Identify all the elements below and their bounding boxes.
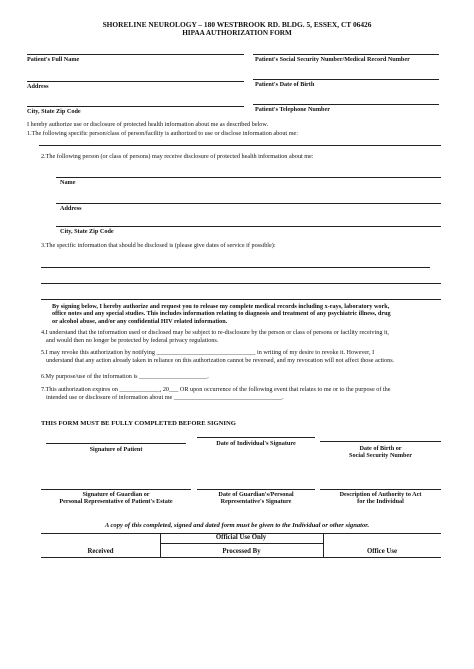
- form-title: SHORELINE NEUROLOGY – 180 WESTBROOK RD. BLDG. 5, ESSEX, CT 06426: [102, 20, 372, 29]
- date-guardian-line[interactable]: [197, 489, 315, 490]
- recipient-address-label: Address: [60, 205, 82, 212]
- item-7-line-2: intended use or disclosure of information about me ___________________________________.: [46, 394, 284, 401]
- item-3: 3.The specific information that should be disclosed is (please give dates of service if possible):: [41, 242, 276, 249]
- patient-phone-line[interactable]: [253, 104, 439, 105]
- item-5-line-2: understand that any action already taken in reliance on this authorization cannot be reversed, and my revocation will not affect those actions.: [46, 357, 395, 364]
- patient-address-label: Address: [27, 83, 49, 90]
- sign-notice: [52, 303, 452, 325]
- date-guardian-label-2: Representative's Signature: [220, 498, 292, 505]
- item-6: 6.My purpose/use of the information is ______________________.: [41, 373, 209, 380]
- date-individual-label: Date of Individual's Signature: [216, 440, 296, 447]
- item-5-line-1: 5.I may revoke this authorization by notifying ________________________________ in writing of my desire to revoke it. However, I: [41, 349, 375, 356]
- patient-name-line[interactable]: [27, 54, 244, 55]
- item-4-line-1: 4.I understand that the information used or disclosed may be subject to re-disclosure by the person or class of persons or facility receiving it,: [41, 329, 389, 336]
- item-1: 1.The following specific person/class of person/facility is authorized to use or disclose information about me:: [27, 130, 298, 137]
- authority-line[interactable]: [320, 489, 441, 490]
- guardian-label-2: Personal Representative of Patient's Estate: [59, 498, 173, 505]
- sign-notice-line-2: office notes and any special studies. This includes information relating to diagnosis and treatment of any psychiatric illness, drug: [52, 310, 391, 318]
- authorize-intro: I hereby authorize use or disclosure of protected health information about me as described below.: [27, 121, 268, 128]
- dob-ssn-label-1: Date of Birth or: [359, 445, 402, 452]
- dob-ssn-label-2: Social Security Number: [349, 452, 412, 459]
- recipient-name-line[interactable]: [56, 177, 441, 178]
- guardian-signature-line[interactable]: [41, 489, 191, 490]
- recipient-address-line[interactable]: [56, 203, 441, 204]
- patient-dob-label: Patient's Date of Birth: [255, 81, 315, 88]
- sign-notice-line-1: By signing below, I hereby authorize and request you to release my complete medical records including x-rays, laboratory work,: [52, 303, 390, 310]
- guardian-label-1: Signature of Guardian or: [82, 491, 150, 498]
- item-3-line-1[interactable]: [41, 267, 430, 268]
- item-7-line-1: 7.This authorization expires on _____________, 20___ OR upon occurrence of the following event that relates to me or to the purpose of the: [41, 386, 391, 393]
- patient-dob-line[interactable]: [253, 79, 439, 80]
- patient-signature-line[interactable]: [46, 443, 186, 444]
- item-3-line-2[interactable]: [41, 283, 441, 284]
- recipient-city-line[interactable]: [56, 226, 441, 227]
- date-individual-line[interactable]: [197, 437, 315, 438]
- authority-label-1: Description of Authority to Act: [339, 491, 422, 498]
- office-use-label: Office Use: [366, 548, 397, 555]
- office-use-title: Official Use Only: [215, 534, 267, 541]
- sign-notice-line-3: or alcohol abuse, and/or any confidential HIV related information.: [52, 317, 228, 325]
- patient-phone-label: Patient's Telephone Number: [255, 106, 330, 113]
- patient-ssn-label: Patient's Social Security Number/Medical Record Number: [255, 56, 410, 63]
- item-4-line-2: and would then no longer be protected by federal privacy regulations.: [46, 337, 219, 344]
- item-2: 2.The following person (or class of persons) may receive disclosure of protected health information about me:: [41, 153, 314, 160]
- patient-ssn-line[interactable]: [253, 54, 439, 55]
- patient-city-label: City, State Zip Code: [27, 108, 81, 115]
- must-complete-notice: THIS FORM MUST BE FULLY COMPLETED BEFORE SIGNING: [41, 420, 236, 427]
- copy-notice: A copy of this completed, signed and dated form must be given to the Individual or other signator.: [104, 522, 370, 529]
- office-processed-label: Processed By: [222, 548, 261, 555]
- recipient-name-label: Name: [60, 179, 76, 186]
- item-3-line-3[interactable]: [41, 299, 441, 300]
- patient-full-name-label: Patient's Full Name: [27, 56, 80, 63]
- recipient-city-label: City, State Zip Code: [60, 228, 114, 235]
- item-1-line[interactable]: [39, 145, 441, 146]
- dob-ssn-line[interactable]: [320, 441, 441, 442]
- office-title-underline: [160, 543, 323, 544]
- date-guardian-label-1: Date of Guardian's/Personal: [218, 491, 294, 498]
- office-box-bottom: [41, 557, 441, 558]
- patient-address-line[interactable]: [27, 81, 244, 82]
- patient-city-line[interactable]: [27, 106, 244, 107]
- patient-signature-label: Signature of Patient: [89, 446, 143, 453]
- office-received-label: Received: [87, 548, 114, 555]
- authority-label-2: for the Individual: [357, 498, 404, 505]
- form-subtitle: HIPAA AUTHORIZATION FORM: [182, 29, 292, 37]
